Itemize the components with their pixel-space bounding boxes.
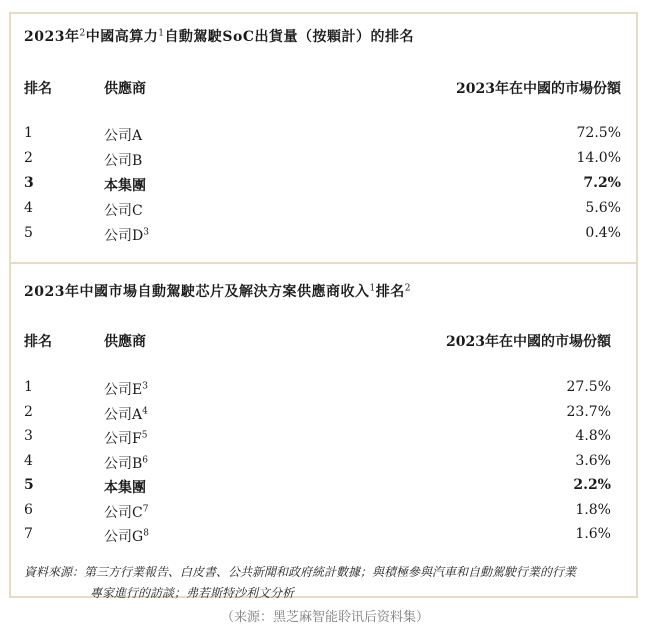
source-note-line1: 資料來源：第三方行業報告、白皮書、公共新聞和政府統計數據；與積極參與汽車和自動駕駛行業的行業 bbox=[24, 565, 577, 579]
table-row bbox=[11, 477, 636, 497]
section-soc-shipments bbox=[11, 14, 636, 264]
rank-cell: 1 bbox=[24, 379, 33, 395]
supplier-cell bbox=[104, 200, 143, 220]
supplier-cell bbox=[104, 175, 146, 195]
supplier-name: 本集團 bbox=[104, 178, 146, 194]
share-cell: 0.4% bbox=[585, 225, 621, 241]
share-cell: 7.2% bbox=[583, 175, 621, 191]
rank-cell: 3 bbox=[24, 428, 33, 444]
supplier-name: 公司D bbox=[104, 228, 144, 244]
supplier-cell bbox=[104, 502, 148, 522]
footnote-marker: 4 bbox=[142, 405, 148, 416]
rank-cell: 1 bbox=[24, 125, 33, 141]
footnote-marker: 5 bbox=[141, 430, 148, 441]
supplier-name: 公司C bbox=[104, 504, 143, 521]
header-rank: 排名 bbox=[24, 81, 52, 97]
supplier-cell bbox=[104, 225, 149, 245]
table-row bbox=[11, 125, 636, 145]
rank-cell: 2 bbox=[24, 403, 33, 420]
supplier-cell bbox=[104, 526, 149, 546]
source-note-line2: 專家進行的訪談；弗若斯特沙利文分析 bbox=[90, 586, 295, 600]
header-supplier: 供應商 bbox=[104, 81, 146, 97]
table-row bbox=[11, 428, 636, 448]
share-cell: 72.5% bbox=[576, 125, 621, 141]
table-row bbox=[11, 404, 636, 424]
section-title: 2023年$^2$中國高算力$^1$自動駕駛SoC出貨量（按顆計）的排名 bbox=[24, 28, 415, 45]
supplier-cell bbox=[104, 404, 148, 424]
supplier-cell bbox=[104, 150, 142, 170]
supplier-name: 公司A bbox=[104, 406, 143, 423]
section-divider bbox=[11, 262, 636, 264]
supplier-name: 公司F bbox=[104, 431, 142, 447]
share-cell: 14.0% bbox=[576, 150, 621, 166]
rank-cell: 4 bbox=[24, 200, 33, 216]
supplier-name: 公司A bbox=[104, 128, 143, 144]
image-caption: （来源：黑芝麻智能聆讯后资料集） bbox=[220, 610, 429, 625]
supplier-cell bbox=[104, 453, 148, 473]
table-row bbox=[11, 225, 636, 245]
supplier-name: 公司B bbox=[104, 455, 143, 472]
share-cell: 3.6% bbox=[575, 452, 611, 469]
rank-cell: 6 bbox=[24, 501, 33, 518]
share-cell: 1.8% bbox=[575, 501, 611, 518]
footnote-marker: 3 bbox=[143, 227, 149, 238]
header-rank: 排名 bbox=[24, 334, 52, 350]
table-row bbox=[11, 379, 636, 399]
rank-cell: 4 bbox=[24, 452, 33, 469]
share-cell: 4.8% bbox=[575, 428, 611, 444]
supplier-name: 本集團 bbox=[104, 480, 146, 496]
table-row bbox=[11, 175, 636, 195]
table-row bbox=[11, 200, 636, 220]
section-title: 2023年中國市場自動駕駛芯片及解決方案供應商收入$^1$排名$^2$ bbox=[24, 283, 411, 300]
footnote-marker: 3 bbox=[142, 381, 148, 392]
rank-cell: 7 bbox=[24, 526, 33, 542]
supplier-name: 公司C bbox=[104, 203, 143, 219]
supplier-cell bbox=[104, 428, 147, 448]
source-note bbox=[24, 562, 624, 604]
share-cell: 5.6% bbox=[585, 200, 621, 216]
rank-cell: 5 bbox=[24, 225, 33, 241]
supplier-cell bbox=[104, 379, 148, 399]
supplier-cell bbox=[104, 125, 142, 145]
header-share: 2023年在中國的市場份額 bbox=[446, 334, 611, 350]
footnote-marker: 6 bbox=[142, 454, 149, 465]
table-row bbox=[11, 526, 636, 546]
header-supplier: 供應商 bbox=[104, 334, 146, 350]
table-row bbox=[11, 502, 636, 522]
share-cell: 2.2% bbox=[573, 477, 611, 493]
section-chip-revenue bbox=[11, 265, 636, 598]
share-cell: 23.7% bbox=[566, 403, 611, 420]
share-cell: 27.5% bbox=[566, 379, 611, 395]
supplier-name: 公司B bbox=[104, 153, 143, 169]
supplier-name: 公司E bbox=[104, 382, 143, 398]
document-frame bbox=[9, 12, 638, 598]
share-cell: 1.6% bbox=[575, 526, 611, 542]
header-share: 2023年在中國的市場份額 bbox=[456, 81, 621, 97]
rank-cell: 2 bbox=[24, 150, 33, 166]
rank-cell: 5 bbox=[24, 477, 34, 493]
footnote-marker: 7 bbox=[142, 503, 149, 514]
supplier-cell bbox=[104, 477, 146, 497]
footnote-marker: 8 bbox=[143, 528, 149, 539]
table-row bbox=[11, 453, 636, 473]
rank-cell: 3 bbox=[24, 175, 34, 191]
table-row bbox=[11, 150, 636, 170]
supplier-name: 公司G bbox=[104, 529, 144, 545]
